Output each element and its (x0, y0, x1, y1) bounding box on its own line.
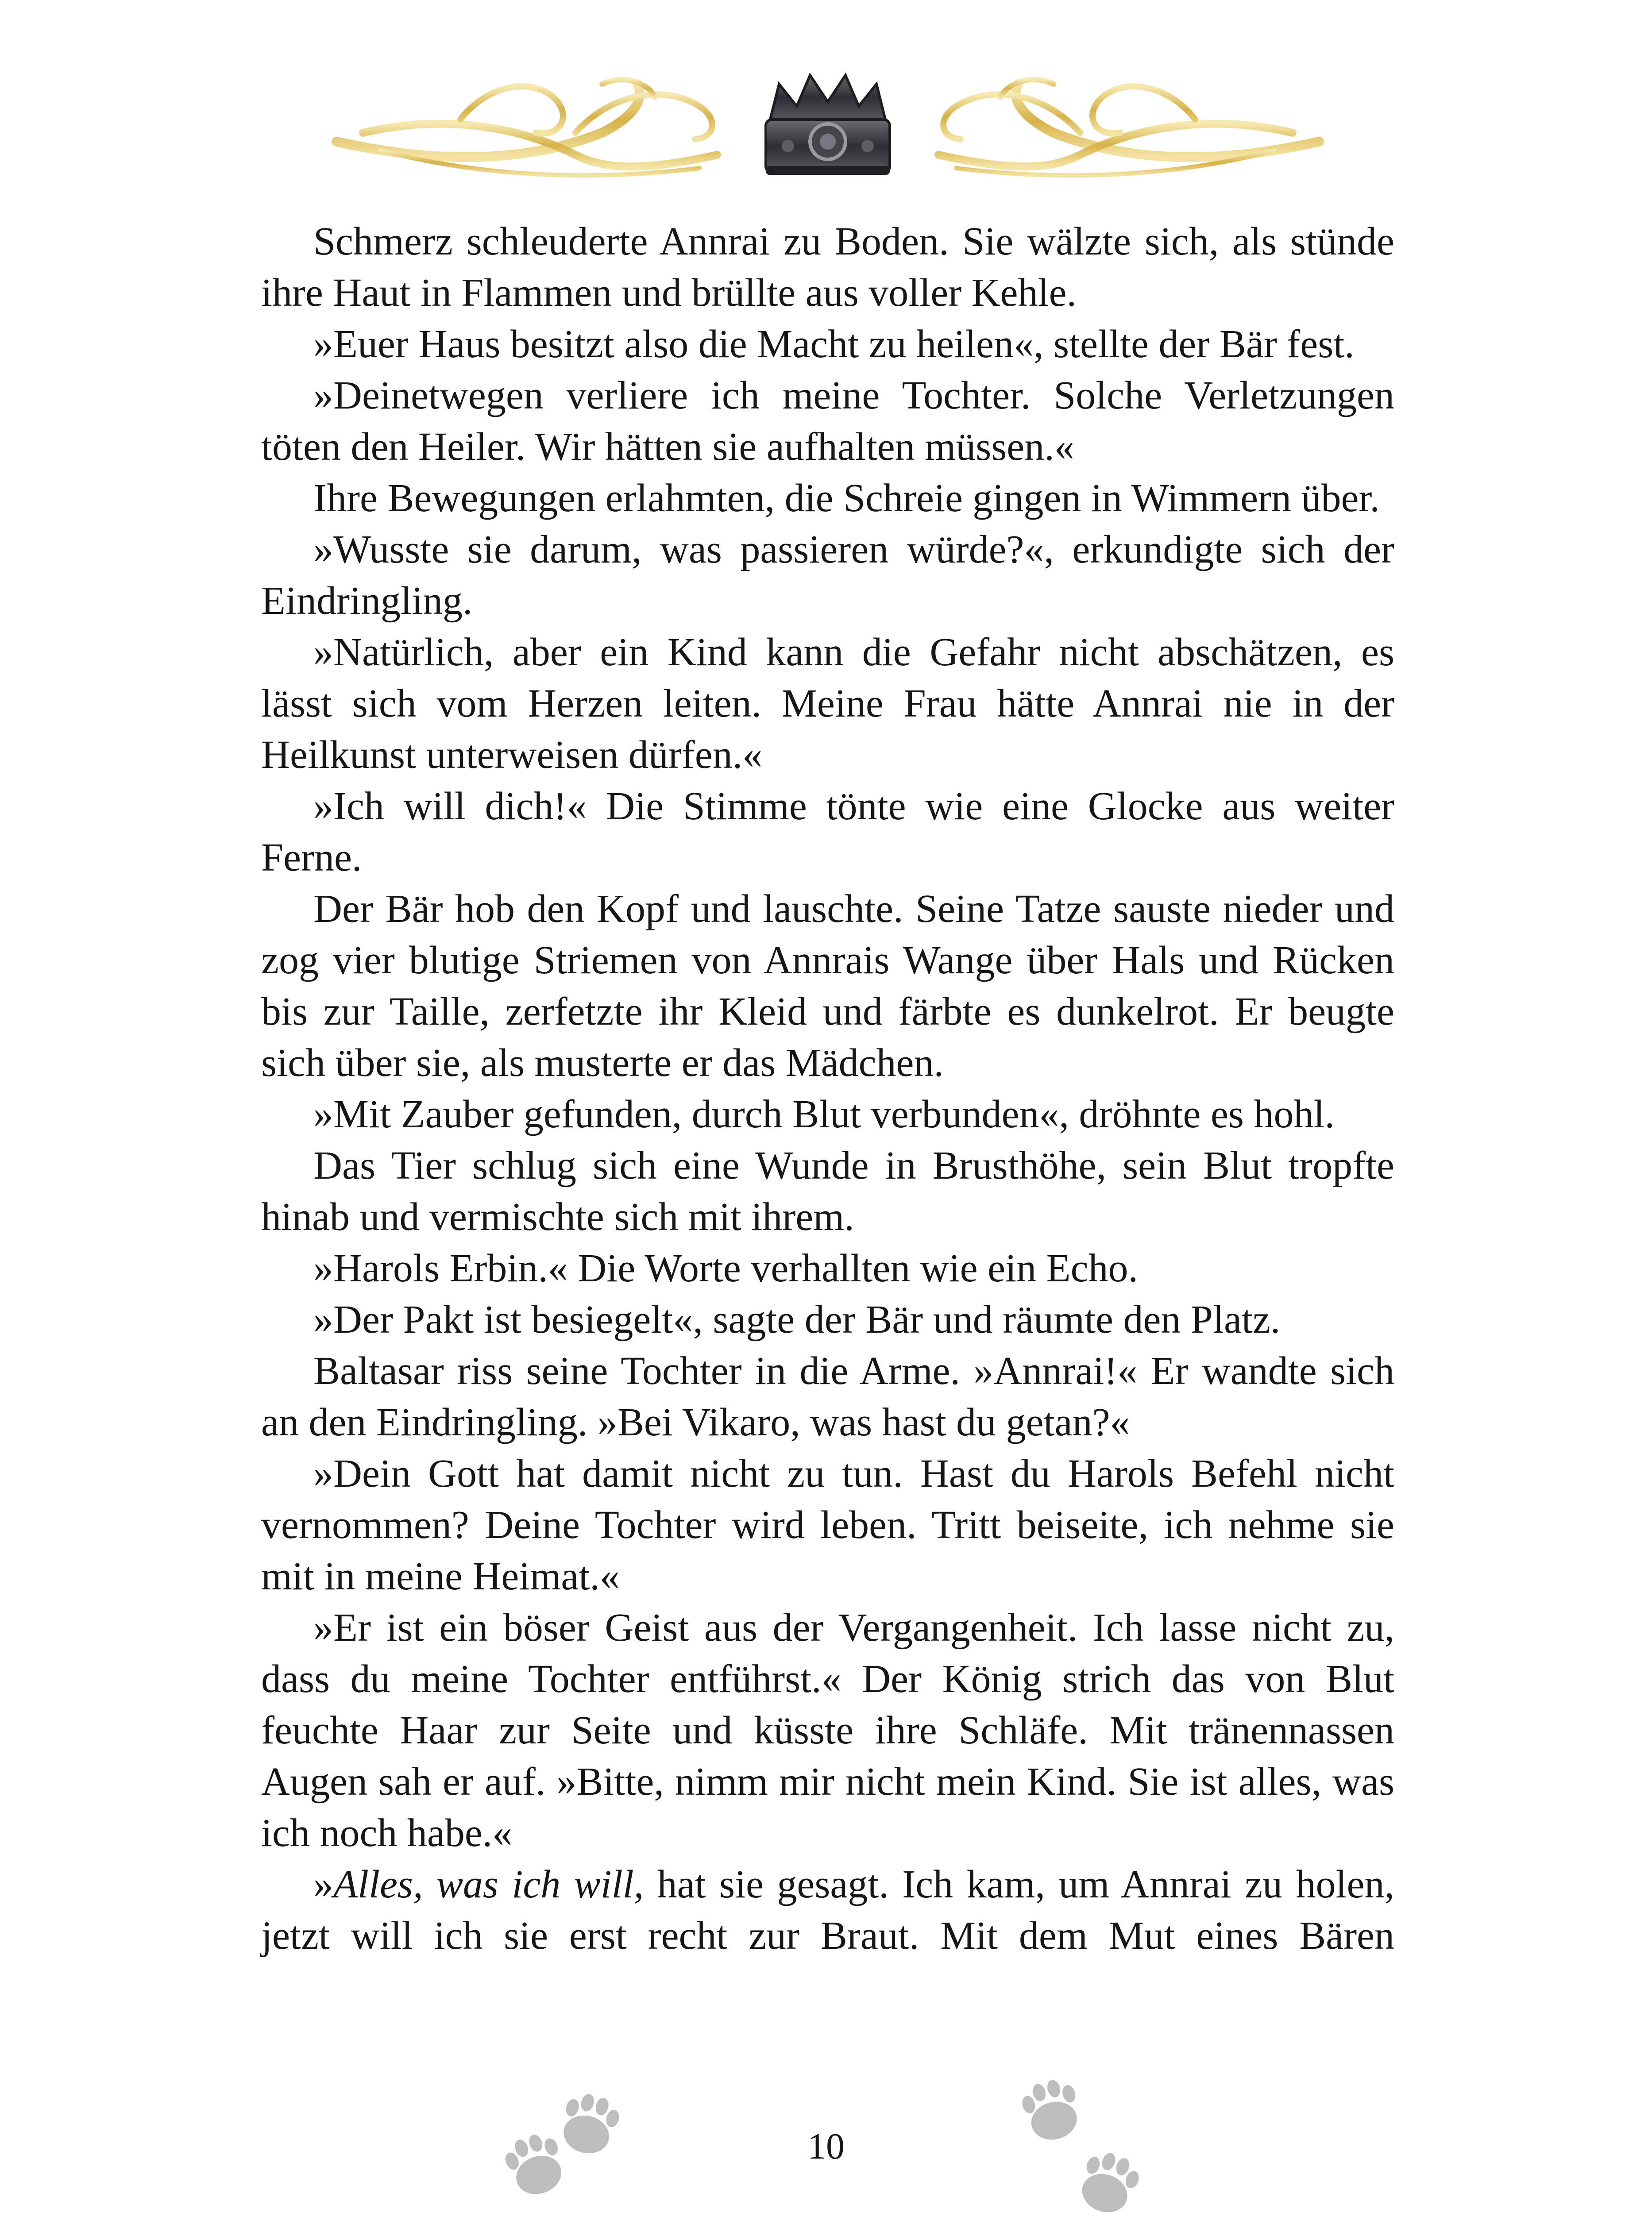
paragraph: »Ich will dich!« Die Stimme tönte wie eine Glocke aus weiter Ferne. (261, 784, 1394, 879)
paragraph: »Mit Zauber gefunden, durch Blut verbunden«, dröhnte es hohl. (313, 1092, 1335, 1136)
paragraph: »Harols Erbin.« Die Worte verhallten wie ein Echo. (313, 1246, 1139, 1290)
paragraph: Schmerz schleuderte Annrai zu Boden. Sie wälzte sich, als stünde ihre Haut in Flammen und brüllte aus voller Kehle. (261, 220, 1394, 315)
left-flourish-icon (336, 80, 717, 175)
italic-phrase: Alles, was ich will, (333, 1862, 644, 1906)
paragraph-last (261, 1859, 1394, 1962)
gold-flourish-crown-icon (328, 66, 1328, 199)
paragraph: Der Bär hob den Kopf und lauschte. Seine Tatze sauste nieder und zog vier blutige Striemen von Annrais Wange über Hals und Rücken bis zur Taille, zerfetzte ihr Kleid und färbte es dunkelrot. Er beugte sich über sie, als musterte er das Mädchen. (261, 887, 1394, 1085)
paragraph: »Der Pakt ist besiegelt«, sagte der Bär und räumte den Platz. (313, 1298, 1281, 1342)
open-quote: » (313, 1862, 333, 1906)
page-number: 10 (807, 2126, 845, 2167)
paragraph: Ihre Bewegungen erlahmten, die Schreie gingen in Wimmern über. (313, 476, 1380, 520)
bear-paw-icon (1009, 2080, 1169, 2213)
paragraph: »Wusste sie darum, was passieren würde?«, erkundigte sich der Eindringling. (261, 528, 1394, 623)
crown-icon (766, 75, 890, 175)
paragraph: Baltasar riss seine Tochter in die Arme. »Annrai!« Er wandte sich an den Eindringling. »Bei Vikaro, was hast du getan?« (261, 1349, 1394, 1444)
bear-paw-icon (482, 2080, 642, 2213)
body-text (261, 216, 1394, 1962)
paragraph: »Deinetwegen verliere ich meine Tochter. Solche Verletzungen töten den Heiler. Wir hätten sie aufhalten müssen.« (261, 374, 1394, 469)
right-flourish-icon (938, 80, 1319, 175)
paragraph: »Dein Gott hat damit nicht zu tun. Hast du Harols Befehl nicht vernommen? Deine Tochter wird leben. Tritt beiseite, ich nehme sie mit in meine Heimat.« (261, 1452, 1394, 1598)
paragraph: Das Tier schlug sich eine Wunde in Brusthöhe, sein Blut tropfte hinab und vermischte sich mit ihrem. (261, 1144, 1394, 1239)
paragraph: »Euer Haus besitzt also die Macht zu heilen«, stellte der Bär fest. (313, 322, 1355, 366)
paragraph: »Er ist ein böser Geist aus der Vergangenheit. Ich lasse nicht zu, dass du meine Tochter entführst.« Der König strich das von Blut feuchte Haar zur Seite und küsste ihre Schläfe. Mit tränennassen Augen sah er auf. »Bitte, nimm mir nicht mein Kind. Sie ist alles, was ich noch habe.« (261, 1606, 1394, 1855)
paragraph-rest: hat sie gesagt. Ich kam, um Annrai zu holen, jetzt will ich sie erst recht zur Braut. Mit dem Mut eines Bären (261, 1862, 1394, 1958)
paragraph: »Natürlich, aber ein Kind kann die Gefahr nicht abschätzen, es lässt sich vom Herzen leiten. Meine Frau hätte Annrai nie in der Heilkunst unterweisen dürfen.« (261, 630, 1394, 777)
